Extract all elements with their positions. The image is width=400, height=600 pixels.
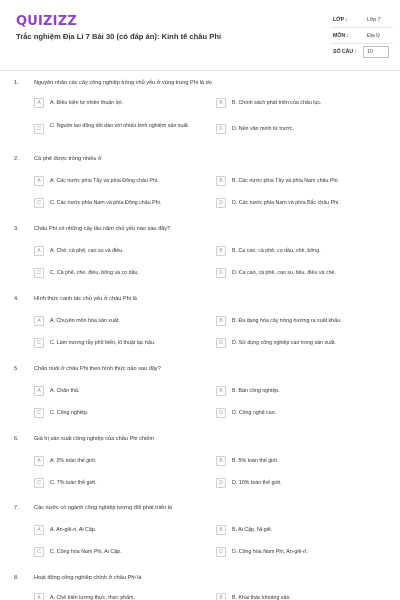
quizizz-logo[interactable]: QUIZIZZ bbox=[16, 14, 77, 29]
option-text: A. Chăn thả. bbox=[50, 388, 80, 394]
option-letter-box: B bbox=[216, 593, 226, 600]
option-text: B. Ai Cập, Ni-giê. bbox=[232, 527, 273, 533]
option-letter-box: D bbox=[216, 198, 226, 208]
question-text: Cà phê được trồng nhiều ở bbox=[34, 156, 102, 162]
option-text: A. Các nước phía Tây và phía Đông châu Phi. bbox=[50, 178, 159, 184]
question-number: 1. bbox=[14, 80, 19, 86]
question-number: 5. bbox=[14, 366, 19, 372]
option-letter-box: C bbox=[34, 547, 44, 557]
question-text: Các nước có ngành công nghiệp tương đối phát triển là bbox=[34, 505, 172, 511]
worksheet-header bbox=[0, 0, 400, 72]
option-letter-box: C bbox=[34, 338, 44, 348]
option-letter-box: A bbox=[34, 386, 44, 396]
option-text: B. Khai thác khoáng sản. bbox=[232, 595, 291, 600]
option-text: B. Bán công nghiệp. bbox=[232, 388, 280, 394]
option-text: D. Công nghệ cao. bbox=[232, 410, 277, 416]
option-text: B. Ca cao, cà phê, cọ dầu, chè, bông. bbox=[232, 248, 321, 254]
option-letter-box: B bbox=[216, 316, 226, 326]
option-text: C. 7% toàn thế giới. bbox=[50, 480, 97, 486]
option-text: C. Nguồn lao động dồi dào với nhiều kinh nghiệm sản xuất. bbox=[50, 123, 190, 129]
option-letter-box: D bbox=[216, 124, 226, 134]
option-text: B. Các nước phía Tây và phía Nam châu Phi. bbox=[232, 178, 340, 184]
meta-row-grade bbox=[331, 12, 389, 28]
option-letter-box: A bbox=[34, 525, 44, 535]
question-text: Châu Phi có những cây lâu năm chủ yếu nào sau đây? bbox=[34, 226, 171, 232]
question-number: 3. bbox=[14, 226, 19, 232]
option-text: B. Chính sách phát triển của châu lục. bbox=[232, 100, 322, 106]
option-text: D. Nền văn minh từ trước. bbox=[232, 126, 294, 132]
question-text: Hình thức canh tác chủ yếu ở châu Phi là bbox=[34, 296, 137, 302]
option-letter-box: A bbox=[34, 316, 44, 326]
option-letter-box: C bbox=[34, 268, 44, 278]
question-text: Nguyên nhân các cây công nghiệp trồng chủ yếu ở vùng trung Phi là do bbox=[34, 80, 212, 86]
option-letter-box: D bbox=[216, 478, 226, 488]
option-letter-box: B bbox=[216, 386, 226, 396]
meta-row-subject bbox=[331, 28, 389, 44]
page-title: Trắc nghiệm Địa Lí 7 Bài 30 (có đáp án): Kinh tế châu Phi bbox=[16, 32, 222, 41]
option-text: B. Đa dạng hóa cây trồng hướng ra xuất khẩu. bbox=[232, 318, 342, 324]
option-text: A. Điều kiện tự nhiên thuận lợi. bbox=[50, 100, 123, 106]
question-text: Chăn nuôi ở châu Phi theo hình thức nào sau đây? bbox=[34, 366, 161, 372]
meta-info bbox=[331, 12, 389, 60]
option-letter-box: B bbox=[216, 98, 226, 108]
meta-key-subject: MÔN : bbox=[333, 33, 349, 39]
option-letter-box: A bbox=[34, 98, 44, 108]
option-letter-box: C bbox=[34, 124, 44, 134]
option-text: C. Các nước phía Nam và phía Đông châu Phi. bbox=[50, 200, 162, 206]
option-text: A. An-giê-ri, Ai Cập. bbox=[50, 527, 97, 533]
question-number: 7. bbox=[14, 505, 19, 511]
option-letter-box: C bbox=[34, 408, 44, 418]
option-letter-box: B bbox=[216, 246, 226, 256]
option-letter-box: D bbox=[216, 268, 226, 278]
option-letter-box: A bbox=[34, 246, 44, 256]
meta-key-grade: LỚP : bbox=[333, 17, 348, 23]
option-text: B. 5% toàn thế giới. bbox=[232, 458, 279, 464]
option-text: D. Ca cao, cà phê, cao su, tiêu, điều và chè. bbox=[232, 270, 336, 276]
option-text: D. Sử dụng công nghiệp cao trong sản xuất. bbox=[232, 340, 336, 346]
option-letter-box: D bbox=[216, 408, 226, 418]
meta-row-count bbox=[331, 44, 389, 60]
option-text: C. Công nghiệp. bbox=[50, 410, 89, 416]
option-text: A. Chè, cà phê, cao su và điều. bbox=[50, 248, 124, 254]
question-number: 2. bbox=[14, 156, 19, 162]
option-text: C. Cà phê, chè, điều, bông và cọ dầu. bbox=[50, 270, 139, 276]
header-divider bbox=[0, 70, 400, 71]
question-number: 6. bbox=[14, 436, 19, 442]
option-letter-box: A bbox=[34, 593, 44, 600]
meta-value-grade: Lớp 7 bbox=[367, 17, 381, 23]
meta-value-subject: Địa lý bbox=[367, 33, 380, 39]
option-text: A. 2% toàn thế giới. bbox=[50, 458, 97, 464]
option-letter-box: D bbox=[216, 547, 226, 557]
option-letter-box: D bbox=[216, 338, 226, 348]
question-text: Giá trị sản xuất công nghiệp của châu Phi chiếm bbox=[34, 436, 155, 442]
option-text: C. Làm nương rẫy phổ biến, kĩ thuật lạc hậu. bbox=[50, 340, 156, 346]
option-letter-box: A bbox=[34, 456, 44, 466]
option-text: A. Chế biến lương thực, thực phẩm. bbox=[50, 595, 136, 600]
question-number: 8. bbox=[14, 575, 19, 581]
option-text: D. 10% toàn thế giới. bbox=[232, 480, 282, 486]
option-text: A. Chuyên môn hóa sản xuất. bbox=[50, 318, 120, 324]
question-text: Hoạt động công nghiệp chính ở châu Phi là bbox=[34, 575, 142, 581]
option-letter-box: B bbox=[216, 176, 226, 186]
option-letter-box: C bbox=[34, 478, 44, 488]
option-letter-box: A bbox=[34, 176, 44, 186]
option-letter-box: B bbox=[216, 456, 226, 466]
question-number: 4. bbox=[14, 296, 19, 302]
meta-key-count: SỐ CÂU : bbox=[333, 49, 357, 55]
option-text: C. Cộng hòa Nam Phi, Ai Cập. bbox=[50, 549, 122, 555]
meta-value-count: 10 bbox=[367, 49, 373, 55]
option-text: D. Cộng hòa Nam Phi, An-giê-ri. bbox=[232, 549, 308, 555]
option-letter-box: C bbox=[34, 198, 44, 208]
option-text: D. Các nước phía Nam và phía Bắc châu Phi. bbox=[232, 200, 340, 206]
option-letter-box: B bbox=[216, 525, 226, 535]
